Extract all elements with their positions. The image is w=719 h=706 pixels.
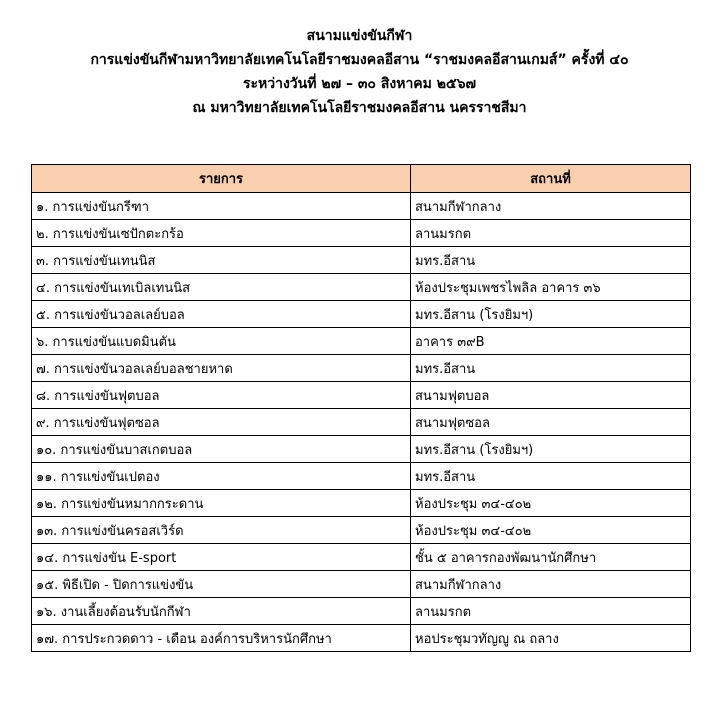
venue-cell: ลานมรกต xyxy=(411,220,691,247)
event-cell: ๘. การแข่งขันฟุตบอล xyxy=(32,382,411,409)
event-cell: ๑๔. การแข่งขัน E-sport xyxy=(32,544,411,571)
venue-cell: ห้องประชุม ๓๔-๔๐๒ xyxy=(411,490,691,517)
table-row xyxy=(32,625,691,652)
event-cell: ๑๓. การแข่งขันครอสเวิร์ด xyxy=(32,517,411,544)
venue-cell: มทร.อีสาน (โรงยิมฯ) xyxy=(411,301,691,328)
table-row xyxy=(32,490,691,517)
header-location: ณ มหาวิทยาลัยเทคโนโลยีราชมงคลอีสาน นครราชสีมา xyxy=(192,100,527,116)
table-row xyxy=(32,544,691,571)
table-row xyxy=(32,328,691,355)
venue-cell: มทร.อีสาน xyxy=(411,355,691,382)
table-row xyxy=(32,355,691,382)
header-dates: ระหว่างวันที่ ๒๗ – ๓๐ สิงหาคม ๒๕๖๗ xyxy=(242,76,477,92)
header-event-name: การแข่งขันกีฬามหาวิทยาลัยเทคโนโลยีราชมงคลอีสาน “ราชมงคลอีสานเกมส์” ครั้งที่ ๔๐ xyxy=(90,52,629,68)
venue-cell: มทร.อีสาน (โรงยิมฯ) xyxy=(411,436,691,463)
table-row xyxy=(32,193,691,220)
table-row xyxy=(32,598,691,625)
event-cell: ๗. การแข่งขันวอลเลย์บอลชายหาด xyxy=(32,355,411,382)
event-cell: ๙. การแข่งขันฟุตซอล xyxy=(32,409,411,436)
event-cell: ๑๑. การแข่งขันเปตอง xyxy=(32,463,411,490)
table-row xyxy=(32,247,691,274)
table-row xyxy=(32,517,691,544)
venue-cell: มทร.อีสาน xyxy=(411,463,691,490)
venue-cell: สนามฟุตบอล xyxy=(411,382,691,409)
table-header-row xyxy=(32,165,691,193)
event-cell: ๑๕. พิธีเปิด - ปิดการแข่งขัน xyxy=(32,571,411,598)
table-row xyxy=(32,436,691,463)
event-cell: ๓. การแข่งขันเทนนิส xyxy=(32,247,411,274)
event-cell: ๕. การแข่งขันวอลเลย์บอล xyxy=(32,301,411,328)
event-cell: ๔. การแข่งขันเทเบิลเทนนิส xyxy=(32,274,411,301)
venue-cell: ห้องประชุม ๓๔-๔๐๒ xyxy=(411,517,691,544)
event-cell: ๑๐. การแข่งขันบาสเกตบอล xyxy=(32,436,411,463)
event-cell: ๒. การแข่งขันเซปักตะกร้อ xyxy=(32,220,411,247)
table-row xyxy=(32,409,691,436)
venue-cell: สนามกีฬากลาง xyxy=(411,571,691,598)
table-row xyxy=(32,571,691,598)
table-body xyxy=(32,193,691,652)
event-cell: ๑๖. งานเลี้ยงต้อนรับนักกีฬา xyxy=(32,598,411,625)
table-row xyxy=(32,220,691,247)
venue-table xyxy=(31,164,691,652)
table-row xyxy=(32,301,691,328)
venue-cell: อาคาร ๓๙B xyxy=(411,328,691,355)
event-cell: ๑. การแข่งขันกรีฑา xyxy=(32,193,411,220)
venue-cell: ลานมรกต xyxy=(411,598,691,625)
venue-cell: ห้องประชุมเพชรไพลิล อาคาร ๓๖ xyxy=(411,274,691,301)
document-header xyxy=(0,24,719,120)
venue-cell: มทร.อีสาน xyxy=(411,247,691,274)
table-row xyxy=(32,382,691,409)
table-row xyxy=(32,463,691,490)
venue-cell: หอประชุมวทัญญู ณ ถลาง xyxy=(411,625,691,652)
column-header-event: รายการ xyxy=(32,165,411,193)
event-cell: ๑๗. การประกวดดาว - เดือน องค์การบริหารนักศึกษา xyxy=(32,625,411,652)
column-header-venue: สถานที่ xyxy=(411,165,691,193)
venue-cell: สนามฟุตซอล xyxy=(411,409,691,436)
event-cell: ๑๒. การแข่งขันหมากกระดาน xyxy=(32,490,411,517)
venue-cell: ชั้น ๕ อาคารกองพัฒนานักศึกษา xyxy=(411,544,691,571)
event-cell: ๖. การแข่งขันแบดมินตัน xyxy=(32,328,411,355)
header-title: สนามแข่งขันกีฬา xyxy=(306,28,413,44)
venue-cell: สนามกีฬากลาง xyxy=(411,193,691,220)
table-row xyxy=(32,274,691,301)
